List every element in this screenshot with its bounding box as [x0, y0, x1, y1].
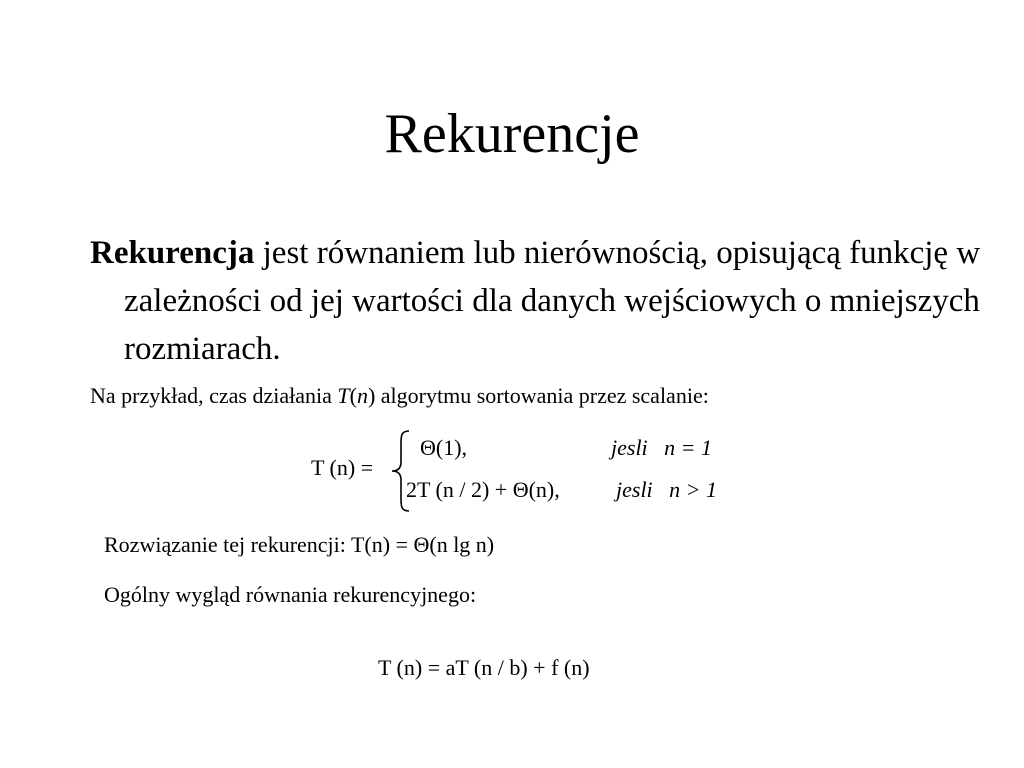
example-variable: n	[356, 383, 368, 408]
example-sentence	[90, 381, 709, 411]
recurrence-case1-condition: jesli n = 1	[611, 435, 713, 460]
solution-label: Rozwiązanie tej rekurencji:	[104, 532, 351, 557]
recurrence-formula	[305, 428, 765, 514]
slide-title: Rekurencje	[384, 103, 640, 165]
example-prefix: Na przykład, czas działania	[90, 383, 338, 408]
definition-paragraph	[90, 229, 1004, 373]
solution-line	[104, 530, 494, 560]
general-form-label: Ogólny wygląd równania rekurencyjnego:	[104, 582, 477, 607]
example-suffix: algorytmu sortowania przez scalanie:	[375, 383, 709, 408]
example-function: T	[337, 383, 350, 408]
general-form-formula: T (n) = aT (n / b) + f (n)	[378, 655, 590, 680]
example-close-paren: )	[367, 383, 376, 408]
definition-term: Rekurencja	[90, 235, 255, 271]
recurrence-case2-condition: jesli n > 1	[616, 477, 718, 502]
recurrence-case2-value: 2T (n / 2) + Θ(n),	[406, 477, 560, 502]
recurrence-lhs: T (n) =	[311, 455, 374, 480]
example-open-paren: (	[349, 383, 357, 408]
recurrence-case1-value: Θ(1),	[420, 435, 468, 460]
solution-expression: T(n) = Θ(n lg n)	[350, 532, 495, 557]
definition-text: jest równaniem lub nierównością, opisującą funkcję w zależności od jej wartości dla danych wejściowych o mniejszych rozmiarach.	[124, 235, 981, 367]
